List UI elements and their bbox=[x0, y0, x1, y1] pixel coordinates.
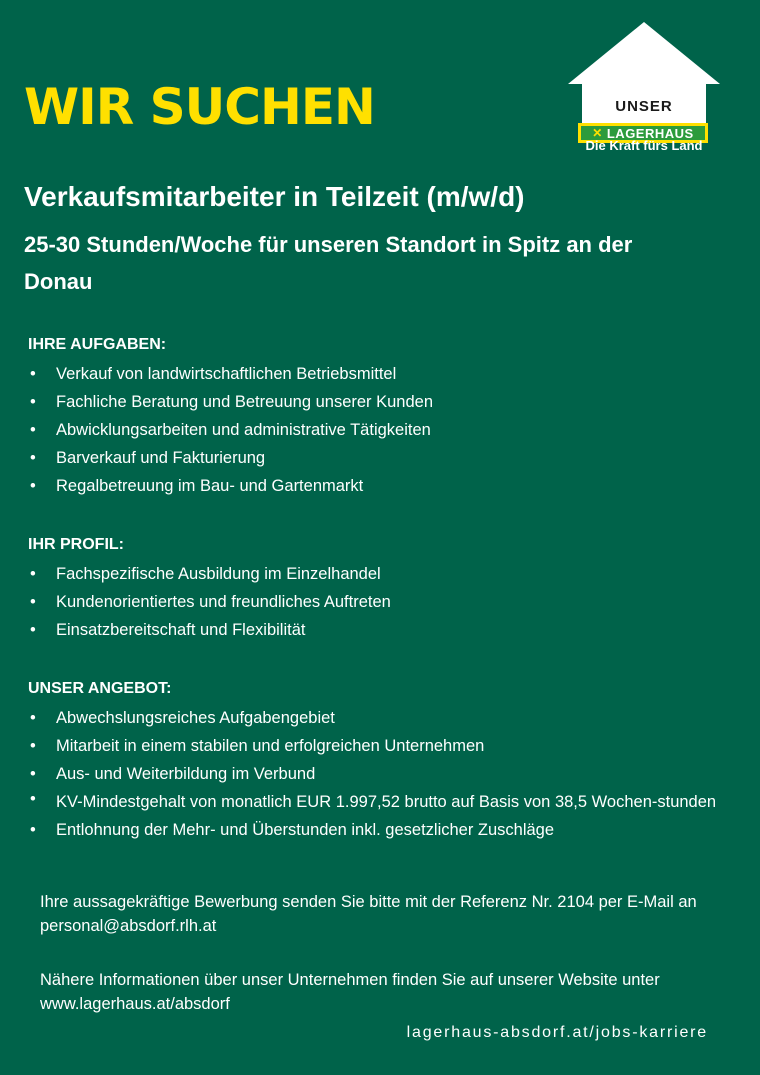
job-subtitle: 25-30 Stunden/Woche für unseren Standort in Spitz an der Donau bbox=[24, 232, 633, 294]
list-item: • Einsatzbereitschaft und Flexibilität bbox=[28, 616, 738, 644]
section-tasks bbox=[28, 334, 738, 500]
footer-url[interactable]: lagerhaus-absdorf.at/jobs-karriere bbox=[406, 1024, 708, 1041]
section-heading: IHRE AUFGABEN: bbox=[28, 336, 167, 353]
task-list bbox=[28, 360, 738, 500]
logo-brand-name: LAGERHAUS bbox=[606, 125, 694, 141]
list-item: • Verkauf von landwirtschaftlichen Betriebsmittel bbox=[28, 360, 738, 388]
section-heading: UNSER ANGEBOT: bbox=[28, 680, 172, 697]
offer-list bbox=[28, 704, 738, 844]
brand-cross-icon: ✕ bbox=[592, 126, 603, 140]
list-item: • Mitarbeit in einem stabilen und erfolgreichen Unternehmen bbox=[28, 732, 738, 760]
list-item: • Abwicklungsarbeiten und administrative Tätigkeiten bbox=[28, 416, 738, 444]
job-title: Verkaufsmitarbeiter in Teilzeit (m/w/d) bbox=[24, 181, 525, 212]
list-item: • Barverkauf und Fakturierung bbox=[28, 444, 738, 472]
headline: WIR SUCHEN bbox=[24, 78, 375, 136]
list-item: • Fachspezifische Ausbildung im Einzelhandel bbox=[28, 560, 738, 588]
section-profile bbox=[28, 534, 738, 644]
section-offer bbox=[28, 678, 738, 844]
list-item: • Regalbetreuung im Bau- und Gartenmarkt bbox=[28, 472, 738, 500]
info-text: Nähere Informationen über unser Unternehmen finden Sie auf unserer Website unter www.lagerhaus.at/absdorf bbox=[40, 971, 660, 1013]
lagerhaus-logo bbox=[566, 22, 722, 158]
list-item: • KV-Mindestgehalt von monatlich EUR 1.997,52 brutto auf Basis von 38,5 Wochen-stunden bbox=[28, 788, 738, 816]
list-item: • Abwechslungsreiches Aufgabengebiet bbox=[28, 704, 738, 732]
application-text: Ihre aussagekräftige Bewerbung senden Sie bitte mit der Referenz Nr. 2104 per E-Mail an personal@absdorf.rlh.at bbox=[40, 893, 697, 935]
profile-list bbox=[28, 560, 738, 644]
list-item: • Kundenorientiertes und freundliches Auftreten bbox=[28, 588, 738, 616]
list-item: • Entlohnung der Mehr- und Überstunden inkl. gesetzlicher Zuschläge bbox=[28, 816, 738, 844]
list-item: • Fachliche Beratung und Betreuung unserer Kunden bbox=[28, 388, 738, 416]
list-item: • Aus- und Weiterbildung im Verbund bbox=[28, 760, 738, 788]
section-heading: IHR PROFIL: bbox=[28, 536, 124, 553]
logo-top-text: UNSER bbox=[615, 98, 673, 115]
logo-slogan: Die Kraft fürs Land bbox=[585, 138, 703, 153]
